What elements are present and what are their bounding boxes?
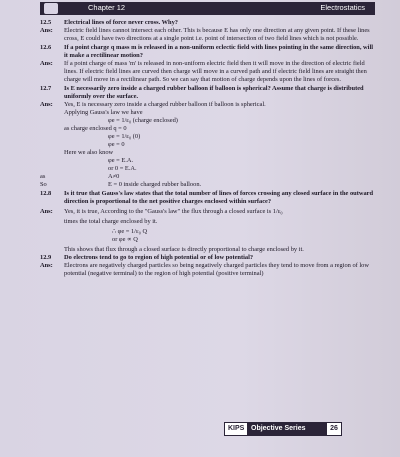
as-label: as bbox=[40, 173, 46, 180]
so-line bbox=[40, 181, 378, 189]
equation: φe = 1/ε₀ (0) bbox=[108, 133, 141, 140]
question-12-7 bbox=[40, 85, 378, 101]
answer-12-9 bbox=[40, 262, 378, 278]
answer-label: Ans: bbox=[40, 60, 53, 67]
question-12-6 bbox=[40, 44, 378, 60]
conclusion-text: This shows that flux through a closed surface is directly proportional to charge enclosed by it. bbox=[64, 246, 304, 253]
equation: ∴ φe = 1/ε₀ Q bbox=[112, 228, 148, 235]
answer-text: Yes, E is necessary zero inside a charged rubber balloon if balloon is spherical. bbox=[64, 101, 266, 108]
charge-line: as charge enclosed q = 0 bbox=[64, 125, 127, 132]
question-12-9 bbox=[40, 254, 378, 262]
question-number: 12.8 bbox=[40, 190, 52, 197]
answer-12-5 bbox=[40, 27, 378, 43]
question-text: If a point charge q mass m is released in a non-uniform eclectic field with lines pointing in the same direction, will it make a rectilinear motion? bbox=[64, 44, 373, 59]
answer-12-6 bbox=[40, 60, 378, 84]
answer-label: Ans: bbox=[40, 101, 53, 108]
question-number: 12.9 bbox=[40, 254, 52, 261]
publisher-logo bbox=[44, 3, 58, 14]
question-text: Do electrons tend to go to region of high potential or of low potential? bbox=[64, 254, 254, 261]
page-number: 26 bbox=[327, 423, 341, 435]
answer-text: If a point charge of mass 'm' is released in non-uniform electric field then it will move in the direction of electric field lines. If electric field lines are curved then charge will move in a curved path and if electric field lines are straight then charge will move in a rectilinear path. So we can say that motion of charge depends upon the lines of forces. bbox=[64, 60, 367, 83]
so-value: E = 0 inside charged rubber balloon. bbox=[108, 181, 202, 188]
equation: φe = 0 bbox=[108, 141, 125, 148]
equation: φe = E.A. bbox=[108, 157, 134, 164]
page-header bbox=[40, 2, 375, 15]
brand-logo: KIPS bbox=[225, 423, 247, 435]
gauss-intro: Applying Gauss's law we have bbox=[64, 109, 143, 116]
answer-text: Electrons are negatively charged particles so being negatively charged particles they tend to move from a region of low potential (negative terminal) to the region of high potential (positive terminal) bbox=[64, 262, 369, 277]
answer-12-7 bbox=[40, 101, 378, 109]
subject-label: Electrostatics bbox=[320, 3, 365, 12]
answer-text-cont: times the total charge enclosed by it. bbox=[64, 218, 158, 225]
question-text: Is E necessarily zero inside a charged rubber balloon if balloon is spherical? Assume that charge is distributed uniformly over the surface. bbox=[64, 85, 364, 100]
question-text: Is it true that Gauss's law states that the total number of lines of forces crossing any closed surface in the outward direction is proportional to the net positive charges enclosed within surface? bbox=[64, 190, 374, 205]
chapter-label: Chapter 12 bbox=[88, 3, 126, 12]
question-12-5 bbox=[40, 19, 378, 27]
also-line: Here we also know bbox=[64, 149, 114, 156]
question-text: Electrical lines of force never cross. Why? bbox=[64, 19, 179, 26]
equation: or φe ∝ Q bbox=[112, 236, 138, 243]
q127-derivation bbox=[40, 109, 378, 173]
question-number: 12.6 bbox=[40, 44, 52, 51]
answer-label: Ans: bbox=[40, 27, 53, 34]
question-number: 12.7 bbox=[40, 85, 52, 92]
page-footer bbox=[224, 422, 342, 436]
as-value: A≠0 bbox=[108, 173, 120, 180]
as-line bbox=[40, 173, 378, 181]
answer-text: Yes, it is true, According to the "Gauss's law" the flux through a closed surface is 1/ε₀ bbox=[64, 208, 283, 215]
answer-text: Electric field lines cannot intersect each other. This is because E has only one direction at any given point. If these lines cross, E could have two directions at a single point i.e. point of intersection of two field lines which is not possible. bbox=[64, 27, 370, 42]
so-label: So bbox=[40, 181, 47, 188]
page-content bbox=[40, 19, 378, 278]
answer-label: Ans: bbox=[40, 208, 53, 215]
answer-label: Ans: bbox=[40, 262, 53, 269]
equation: or 0 = E.A. bbox=[108, 165, 137, 172]
equation: φe = 1/ε₀ (charge enclosed) bbox=[108, 117, 178, 124]
series-title: Objective Series bbox=[251, 425, 306, 432]
answer-12-8 bbox=[40, 208, 378, 254]
question-12-8 bbox=[40, 190, 378, 206]
question-number: 12.5 bbox=[40, 19, 52, 26]
